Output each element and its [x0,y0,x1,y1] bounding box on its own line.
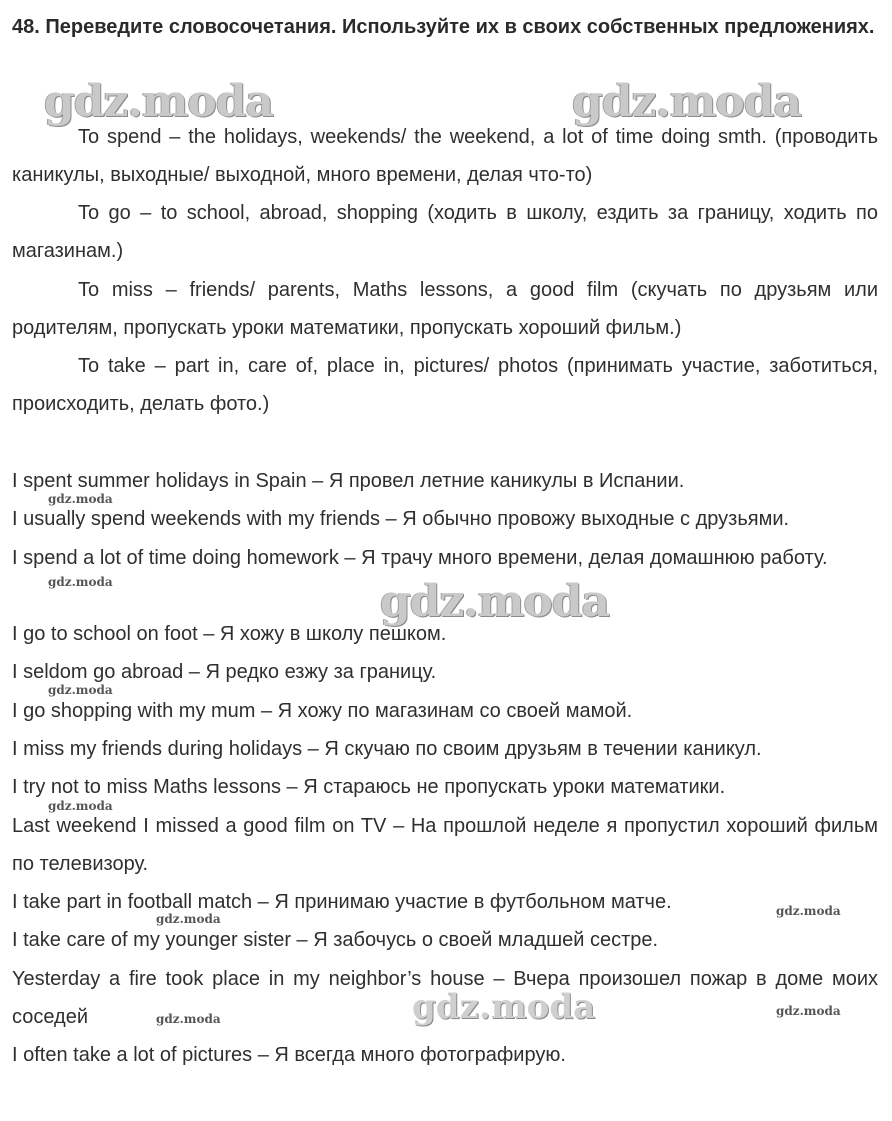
sentence-8: I try not to miss Maths lessons – Я стараюсь не пропускать уроки математики. [12,776,726,798]
watermark-small: gdz.moda [156,1012,221,1026]
sentence-10: I take part in football match – Я принимаю участие в футбольном матче. [12,891,672,913]
sentence-2: I usually spend weekends with my friends – Я обычно провожу выходные с друзьями. [12,508,790,530]
sentence-4: I go to school on foot – Я хожу в школу пешком. [12,623,447,645]
sentence-11: I take care of my younger sister – Я забочусь о своей младшей сестре. [12,929,659,951]
phrase-miss: To miss – friends/ parents, Maths lessons, a good film (скучать по друзьям или родителям, пропускать уроки математики, пропускать хороший фильм.) [12,279,878,339]
watermark-small: gdz.moda [48,799,113,813]
watermark-small: gdz.moda [48,683,113,697]
watermark-small: gdz.moda [776,904,841,918]
watermark-small: gdz.moda [48,492,113,506]
watermark-logo: gdz.moda [412,987,596,1027]
sentence-13: I often take a lot of pictures – Я всегда много фотографирую. [12,1044,566,1066]
sentence-6: I go shopping with my mum – Я хожу по магазинам со своей мамой. [12,700,633,722]
phrase-take: To take – part in, care of, place in, pictures/ photos (принимать участие, заботиться, происходить, делать фото.) [12,355,878,415]
sentence-9: Last weekend I missed a good film on TV – На прошлой неделе я пропустил хороший фильм по телевизору. [12,815,878,875]
watermark-logo: gdz.moda [44,76,274,127]
phrase-spend: To spend – the holidays, weekends/ the weekend, a lot of time doing smth. (проводить каникулы, выходные/ выходной, много времени, делая что-то) [12,126,878,186]
watermark-logo: gdz.moda [572,76,802,127]
exercise-heading: 48. Переведите словосочетания. Используйте их в своих собственных предложениях. [12,16,875,38]
watermark-small: gdz.moda [156,912,221,926]
sentence-1: I spent summer holidays in Spain – Я провел летние каникулы в Испании. [12,470,685,492]
sentence-3: I spend a lot of time doing homework – Я трачу много времени, делая домашнюю работу. [12,547,828,569]
watermark-logo: gdz.moda [380,576,610,627]
sentence-5: I seldom go abroad – Я редко езжу за границу. [12,661,437,683]
phrase-go: To go – to school, abroad, shopping (ходить в школу, ездить за границу, ходить по магазинам.) [12,202,878,262]
watermark-small: gdz.moda [48,575,113,589]
watermark-small: gdz.moda [776,1004,841,1018]
sentence-12: Yesterday a fire took place in my neighbor’s house – Вчера произошел пожар в доме моих соседей [12,968,878,1028]
sentence-7: I miss my friends during holidays – Я скучаю по своим друзьям в течении каникул. [12,738,762,760]
